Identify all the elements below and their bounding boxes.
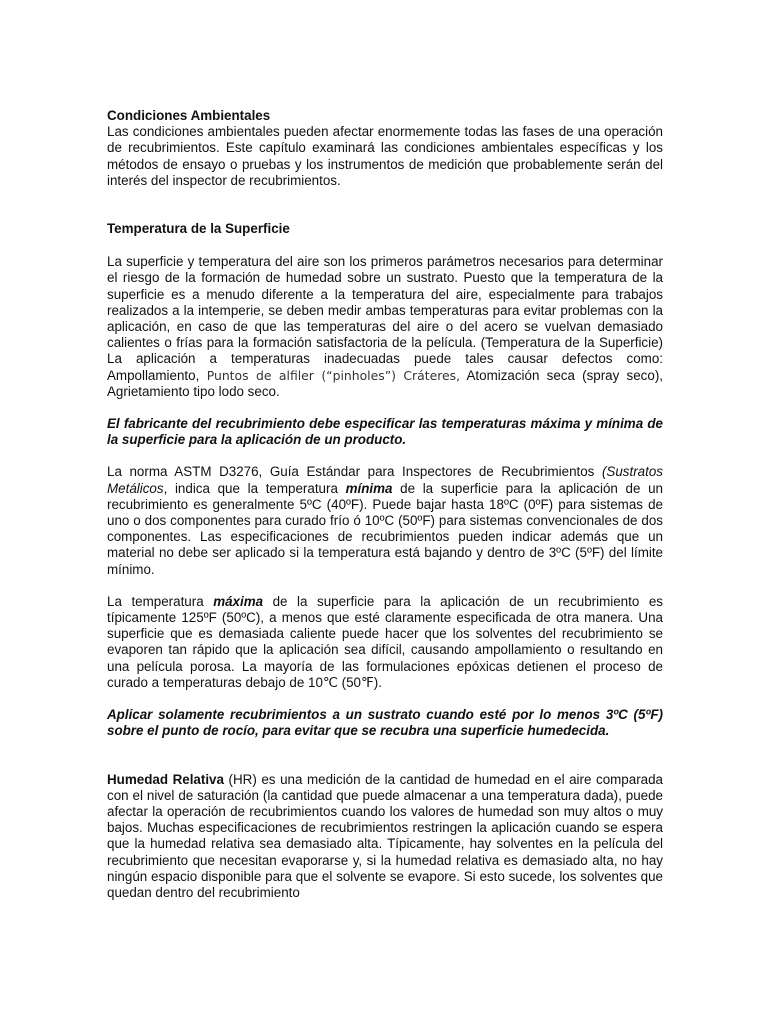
maxima-text-1: La temperatura [107, 593, 214, 609]
paragraph-temperatura [107, 254, 663, 400]
astm-text-1: La norma ASTM D3276, Guía Estándar para Inspectores de Recubrimientos [107, 464, 602, 480]
paragraph-temperatura-end: Atomización seca (spray seco), Agrietamiento tipo lodo seco. [107, 367, 663, 399]
astm-italic: (Sustratos Metálicos [107, 464, 663, 496]
paragraph-temperatura-text: La superficie y temperatura del aire son los primeros parámetros necesarios para determinar el riesgo de la formación de humedad sobre un sustrato. Puesto que la temperatura de la superficie es a menudo diferente a la temperatura del aire, especialmente para trabajos realizados a la intemperie, se deben medir ambas temperaturas para evitar problemas con la aplicación, en caso de que las temperaturas del aire o del acero se vuelvan demasiado calientes o frías para la formación satisfactoria de la película. (Temperatura de la Superficie) La aplicación a temperaturas inadecuadas puede tales causar defectos como: Ampollamiento, [107, 254, 663, 383]
maxima-keyword: máxima [213, 593, 264, 609]
emphasis-punto-rocio: Aplicar solamente recubrimientos a un sustrato cuando esté por lo menos 3ºC (5ºF) sobre el punto de rocío, para evitar que se recubra una superficie humedecida. [107, 707, 663, 739]
humedad-text: (HR) es una medición de la cantidad de humedad en el aire comparada con el nivel de saturación (la cantidad que puede almacenar a una temperatura dada), puede afectar la operación de recubrimientos cuando los valores de humedad son muy altos o muy bajos. Muchas especificaciones de recubrimientos restringen la aplicación cuando se espera que la humedad relativa sea demasiado alta. Típicamente, hay solventes en la película del recubrimiento que necesitan evaporarse y, si la humedad relativa es demasiado alta, no hay ningún espacio disponible para que el solvente se evapore. Si esto sucede, los solventes que quedan dentro del recubrimiento [107, 771, 664, 900]
astm-minima: mínima [345, 480, 393, 496]
paragraph-intro: Las condiciones ambientales pueden afectar enormemente todas las fases de una operación de recubrimientos. Este capítulo examinará las condiciones ambientales específicas y los métodos de ensayo o pruebas y los instrumentos de medición que probablemente serán del interés del inspector de recubrimientos. [107, 124, 663, 188]
emphasis-fabricante: El fabricante del recubrimiento debe especificar las temperaturas máxima y mínima de la superficie para la aplicación de un producto. [107, 416, 663, 448]
paragraph-humedad-relativa [107, 772, 663, 902]
heading-temperatura-superficie: Temperatura de la Superficie [107, 221, 290, 237]
humedad-label: Humedad Relativa [107, 771, 224, 787]
paragraph-maxima [107, 594, 663, 691]
astm-text-2: , indica que la temperatura [163, 480, 346, 496]
document-page [107, 108, 663, 901]
paragraph-temperatura-defects: Puntos de alfiler (“pinholes”) Cráteres, [199, 367, 461, 383]
maxima-text-2: de la superficie para la aplicación de un recubrimiento es típicamente 125ºF (50ºC), a menos que esté claramente especificada de otra manera. Una superficie que es demasiada caliente puede hacer que los solventes del recubrimiento se evaporen tan rápido que la aplicación sea difícil, causando ampollamiento o resultando en una película porosa. La mayoría de las formulaciones epóxicas detienen el proceso de curado a temperaturas debajo de 10℃ (50℉). [107, 593, 663, 690]
paragraph-astm [107, 464, 663, 577]
astm-text-3: de la superficie para la aplicación de un recubrimiento es generalmente 5ºC (40ºF). Puede bajar hasta 18ºC (0ºF) para sistemas de uno o dos componentes para curado frío ó 10ºC (50ºF) para sistemas convencionales de dos componentes. Las especificaciones de recubrimientos pueden indicar además que un material no debe ser aplicado si la temperatura está bajando y dentro de 3ºC (5ºF) del límite mínimo. [107, 480, 663, 577]
heading-condiciones-ambientales: Condiciones Ambientales [107, 108, 271, 123]
